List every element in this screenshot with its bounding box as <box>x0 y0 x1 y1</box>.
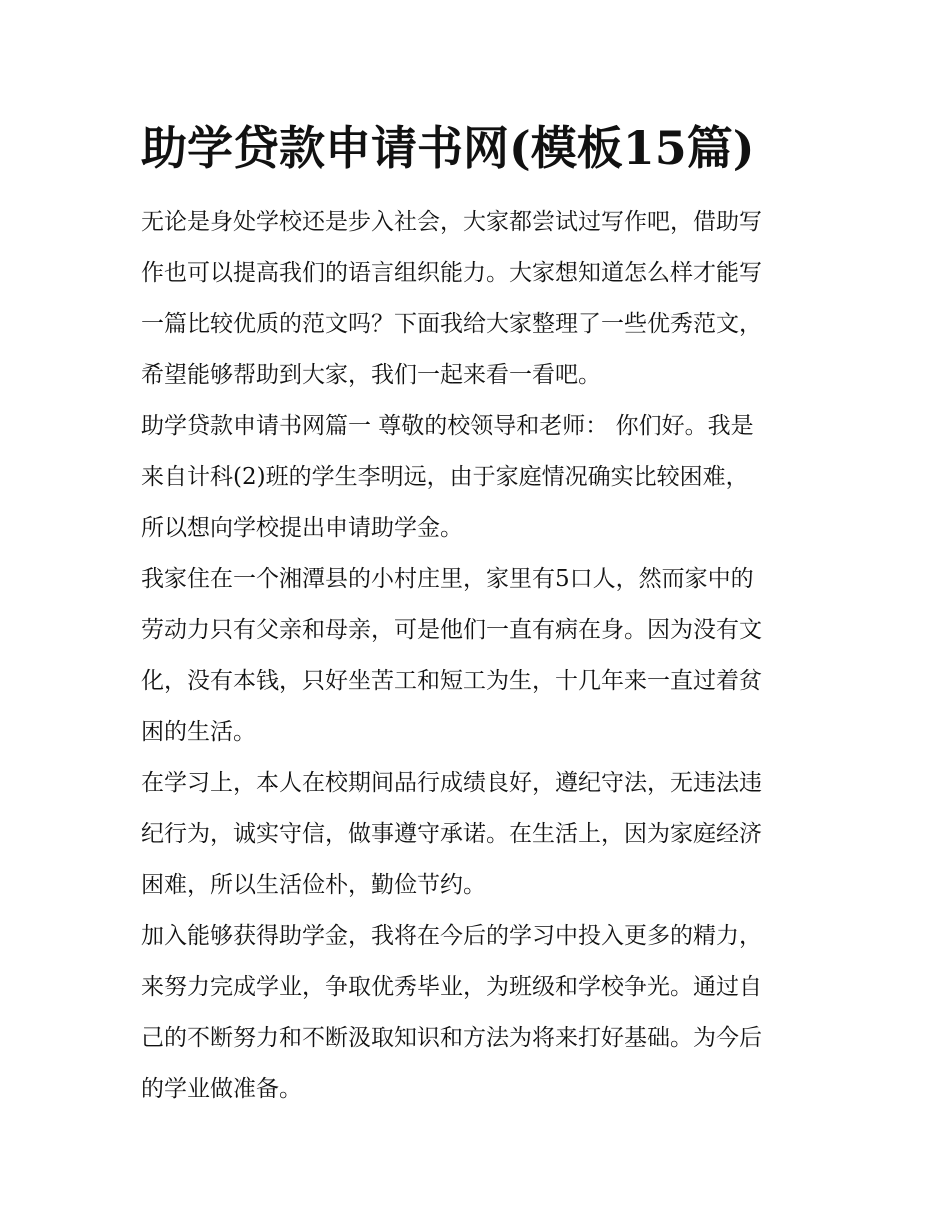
paragraph-study-life: 在学习上，本人在校期间品行成绩良好，遵纪守法，无违法违 纪行为，诚实守信，做事遵守承诺。在生活上，因为家庭经济 困难，所以生活俭朴，勤俭节约。 <box>141 770 762 898</box>
document-body <box>141 197 813 1115</box>
page-title: 助学贷款申请书网(模板15篇) <box>141 121 755 175</box>
paragraph-family: 我家住在一个湘潭县的小村庄里，家里有5口人，然而家中的 劳动力只有父亲和母亲，可是他们一直有病在身。因为没有文 化，没有本钱，只好坐苦工和短工为生，十几年来一直过着贫 困的生活。 <box>141 566 762 745</box>
paragraph-intro: 无论是身处学校还是步入社会，大家都尝试过写作吧，借助写 作也可以提高我们的语言组织能力。大家想知道怎么样才能写 一篇比较优质的范文吗？下面我给大家整理了一些优秀范文， 希望能够帮助到大家，我们一起来看一看吧。 <box>141 209 762 388</box>
paragraph-greeting: 助学贷款申请书网篇一 尊敬的校领导和老师： 你们好。我是 来自计科(2)班的学生李明远，由于家庭情况确实比较困难， 所以想向学校提出申请助学金。 <box>141 413 754 541</box>
paragraph-commitment: 加入能够获得助学金，我将在今后的学习中投入更多的精力， 来努力完成学业，争取优秀毕业，为班级和学校争光。通过自 己的不断努力和不断汲取知识和方法为将来打好基础。为今后 的学业做准备。 <box>141 923 762 1102</box>
